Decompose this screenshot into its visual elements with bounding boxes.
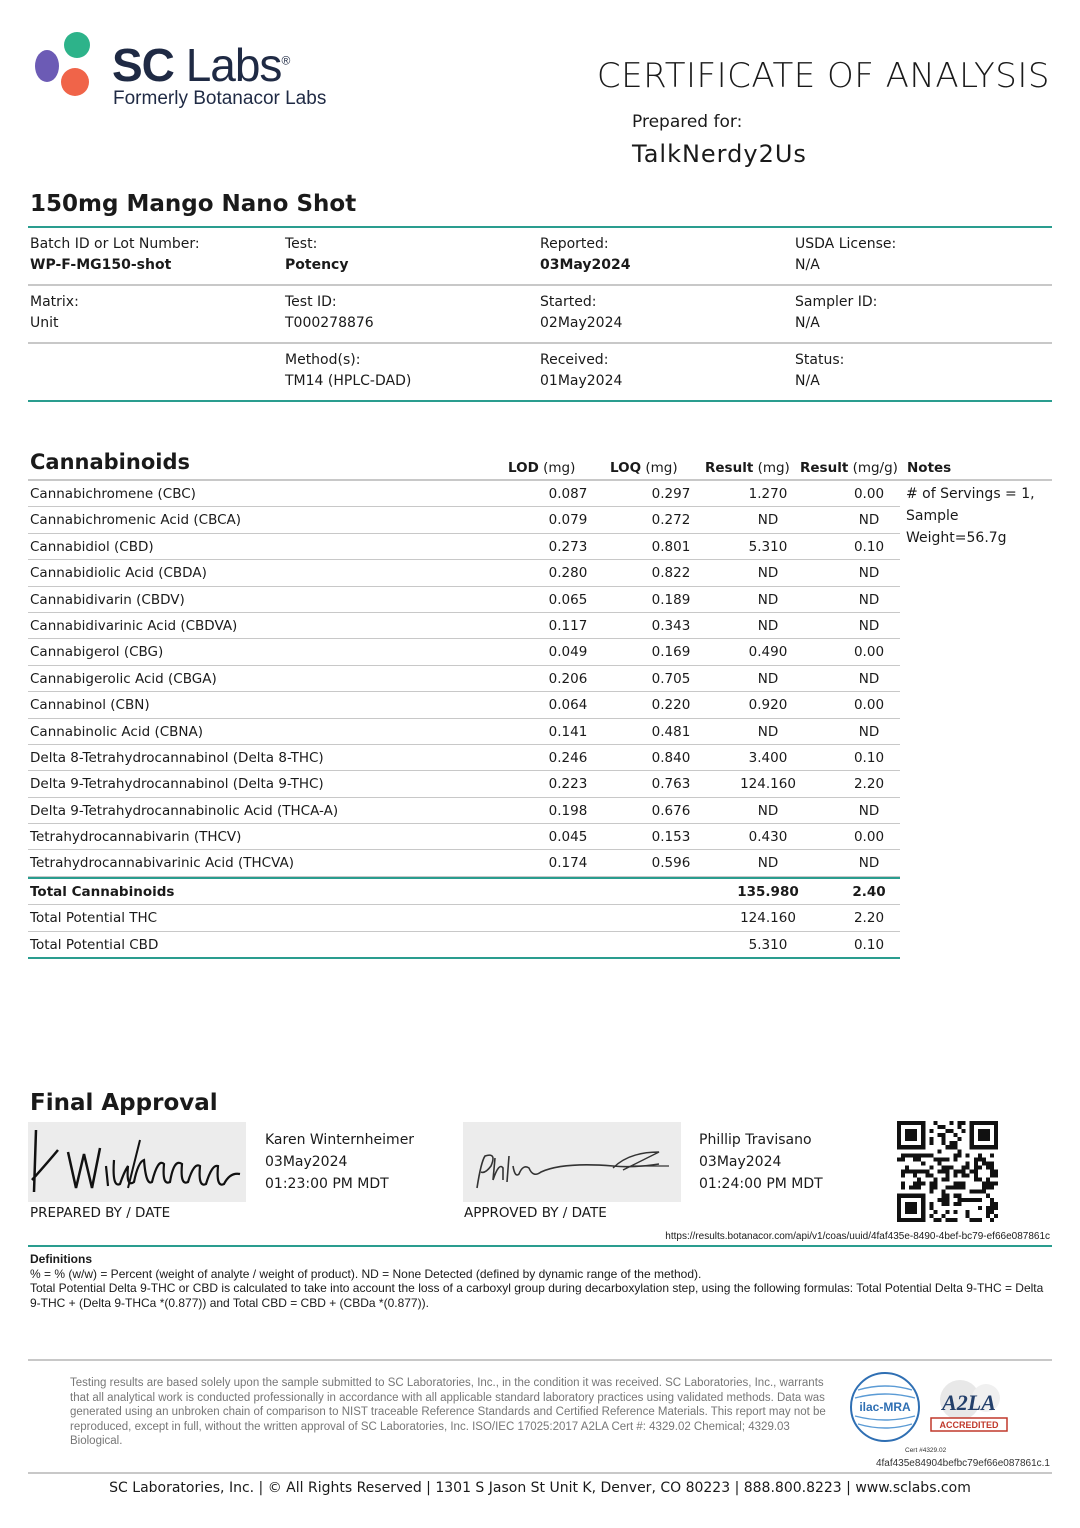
received-cell: [540, 352, 622, 389]
approved-signature-image: [463, 1122, 681, 1202]
usda-cell: [795, 236, 896, 273]
result-mg-value: ND: [757, 670, 779, 687]
total-mg-value: 124.160: [740, 910, 796, 927]
col-lod: [508, 460, 575, 476]
result-mgg-value: 0.00: [853, 486, 885, 502]
analyte-name: Cannabinol (CBN): [30, 697, 150, 714]
result-mgg-value: 0.00: [853, 829, 885, 846]
registered-mark: ®: [281, 53, 290, 68]
result-mg-value: ND: [757, 723, 779, 740]
cannabinoid-row: [28, 613, 900, 639]
definitions-block: [30, 1252, 1050, 1310]
analyte-name: Tetrahydrocannabivarinic Acid (THCVA): [30, 855, 294, 872]
analyte-name: Cannabinolic Acid (CBNA): [30, 723, 204, 740]
loq-value: 0.596: [651, 855, 691, 872]
matrix-label: Matrix:: [30, 294, 79, 310]
lod-value: 0.174: [548, 855, 588, 872]
method-value: TM14 (HPLC-DAD): [285, 373, 412, 389]
cannabinoid-row: [28, 824, 900, 850]
loq-value: 0.220: [651, 697, 691, 714]
result-mgg-value: 0.10: [853, 749, 885, 766]
test-label: Test:: [285, 236, 318, 252]
result-mg-value: 5.310: [748, 538, 788, 555]
result-mg-value: ND: [757, 512, 779, 529]
sc-labs-logo-mark: [30, 30, 100, 100]
disclaimer-text: Testing results are based solely upon the sample submitted to SC Laboratories, Inc., in the condition it was received. SC Laboratories, Inc., warrants that all analytical work is conducted professionally in accordance with all applicable standard laboratory practices using validated methods. Data was generated using an unbroken chain of comparison to NIST traceable Reference Standards and Certified Reference Materials. This report may not be reproduced, except in full, without the written approval of SC Laboratories, Inc. ISO/IEC 17025:2017 A2LA Cert #: 4329.02 Chemical; 4329.03 Biological.: [70, 1377, 826, 1447]
received-value: 01May2024: [540, 373, 623, 389]
notes-text: # of Servings = 1, Sample Weight=56.7g: [906, 486, 1035, 546]
total-row: [28, 877, 900, 905]
cannabinoid-rows: [28, 481, 900, 959]
status-value: N/A: [795, 373, 820, 389]
col-result-mg-unit: (mg): [753, 460, 790, 476]
cannabinoid-row: [28, 692, 900, 718]
definitions-divider: [28, 1245, 1052, 1247]
lod-value: 0.273: [548, 538, 588, 555]
info-bottom-divider: [28, 400, 1052, 402]
definitions-title: Definitions: [30, 1252, 92, 1266]
batch-label: Batch ID or Lot Number:: [30, 236, 200, 252]
matrix-cell: [30, 294, 79, 331]
loq-value: 0.153: [651, 829, 691, 846]
method-cell: [285, 352, 411, 389]
analyte-name: Cannabigerol (CBG): [30, 644, 164, 661]
definitions-line-1: % = % (w/w) = Percent (weight of analyte / weight of product). ND = None Detected (defined by dynamic range of the method).: [30, 1266, 702, 1281]
cannabinoid-row: [28, 850, 900, 876]
lod-value: 0.223: [548, 776, 588, 793]
result-mgg-value: ND: [858, 670, 880, 687]
total-mgg-value: 2.40: [852, 883, 886, 900]
result-mgg-value: 0.00: [853, 697, 885, 714]
reported-value: 03May2024: [540, 257, 631, 273]
analyte-name: Cannabidiol (CBD): [30, 538, 154, 555]
client-name: TalkNerdy2Us: [632, 140, 807, 168]
result-mgg-value: 2.20: [853, 776, 885, 793]
usda-label: USDA License:: [795, 236, 897, 252]
result-mg-value: 124.160: [740, 776, 796, 793]
reported-cell: [540, 236, 631, 273]
usda-value: N/A: [795, 257, 820, 273]
prepared-time: 01:23:00 PM MDT: [265, 1176, 389, 1192]
result-mgg-value: ND: [858, 617, 880, 634]
result-mgg-value: ND: [858, 565, 880, 582]
result-mgg-value: ND: [858, 855, 880, 872]
analyte-name: Cannabichromene (CBC): [30, 486, 196, 502]
result-mg-value: 1.270: [748, 486, 788, 502]
loq-value: 0.840: [651, 749, 691, 766]
info-divider-2: [28, 342, 1052, 344]
col-loq-label: LOQ: [610, 460, 642, 476]
total-mgg-value: 2.20: [853, 910, 885, 927]
sampler-cell: [795, 294, 877, 331]
a2la-accredited-logo-icon: [928, 1376, 1010, 1438]
cannabinoids-heading: Cannabinoids: [30, 450, 190, 474]
prepared-for-label: Prepared for:: [632, 112, 743, 132]
result-mgg-value: 0.00: [853, 644, 885, 661]
loq-value: 0.272: [651, 512, 691, 529]
lod-value: 0.198: [548, 802, 588, 819]
sampler-value: N/A: [795, 315, 820, 331]
col-loq: [610, 460, 678, 476]
started-label: Started:: [540, 294, 597, 310]
lod-value: 0.246: [548, 749, 588, 766]
status-label: Status:: [795, 352, 845, 368]
col-result-mg: [705, 460, 790, 476]
loq-value: 0.676: [651, 802, 691, 819]
lod-value: 0.141: [548, 723, 588, 740]
qr-code-icon[interactable]: [897, 1121, 998, 1222]
total-row: [28, 905, 900, 931]
lod-value: 0.280: [548, 565, 588, 582]
brand-subtitle: Formerly Botanacor Labs: [113, 88, 327, 109]
testid-label: Test ID:: [285, 294, 337, 310]
analyte-name: Delta 8-Tetrahydrocannabinol (Delta 8-THC): [30, 749, 324, 766]
cannabinoid-row: [28, 587, 900, 613]
received-label: Received:: [540, 352, 609, 368]
approved-date: 03May2024: [699, 1154, 782, 1170]
cannabinoid-row: [28, 534, 900, 560]
approved-time: 01:24:00 PM MDT: [699, 1176, 823, 1192]
analyte-name: Cannabidivarinic Acid (CBDVA): [30, 617, 238, 634]
cannabinoid-row: [28, 481, 900, 507]
result-mgg-value: 0.10: [853, 538, 885, 555]
loq-value: 0.822: [651, 565, 691, 582]
total-name: Total Cannabinoids: [30, 883, 175, 900]
accredited-text: ACCREDITED: [939, 1420, 999, 1430]
lod-value: 0.045: [548, 829, 588, 846]
total-name: Total Potential THC: [30, 910, 158, 927]
analyte-name: Delta 9-Tetrahydrocannabinol (Delta 9-THC): [30, 776, 324, 793]
brand-name: [112, 38, 289, 92]
product-divider: [28, 226, 1052, 228]
lod-value: 0.064: [548, 697, 588, 714]
total-mgg-value: 0.10: [853, 936, 885, 953]
analyte-name: Cannabidiolic Acid (CBDA): [30, 565, 207, 582]
col-lod-label: LOD: [508, 460, 539, 476]
total-name: Total Potential CBD: [30, 936, 159, 953]
product-title: 150mg Mango Nano Shot: [30, 191, 357, 217]
col-notes-label: Notes: [907, 460, 952, 476]
ilac-mra-logo-icon: [848, 1370, 922, 1444]
result-mgg-value: ND: [858, 723, 880, 740]
result-mg-value: ND: [757, 855, 779, 872]
loq-value: 0.189: [651, 591, 691, 608]
lod-value: 0.087: [548, 486, 588, 502]
lod-value: 0.065: [548, 591, 588, 608]
loq-value: 0.297: [651, 486, 691, 502]
test-cell: [285, 236, 348, 273]
result-mg-value: ND: [757, 802, 779, 819]
analyte-name: Delta 9-Tetrahydrocannabinolic Acid (THCA-A): [30, 802, 339, 819]
lod-value: 0.049: [548, 644, 588, 661]
result-mg-value: ND: [757, 617, 779, 634]
cannabinoid-row: [28, 639, 900, 665]
footer-text: SC Laboratories, Inc. | © All Rights Reserved | 1301 S Jason St Unit K, Denver, CO 80223 | 888.800.8223 | www.sclabs.com: [109, 1480, 971, 1496]
brand-labs: Labs: [185, 39, 282, 91]
reported-label: Reported:: [540, 236, 609, 252]
result-mg-value: ND: [757, 565, 779, 582]
result-mgg-value: ND: [858, 591, 880, 608]
batch-value: WP-F-MG150-shot: [30, 257, 172, 273]
col-result-mgg-unit: (mg/g): [848, 460, 898, 476]
analyte-name: Cannabichromenic Acid (CBCA): [30, 512, 242, 529]
final-approval-heading: Final Approval: [30, 1090, 218, 1116]
result-mg-value: 3.400: [748, 749, 788, 766]
a2la-text: A2LA: [942, 1390, 996, 1415]
cannabinoid-row: [28, 507, 900, 533]
footer-divider: [28, 1472, 1052, 1474]
loq-value: 0.169: [651, 644, 691, 661]
prepared-signature-image: [28, 1122, 246, 1202]
lod-value: 0.206: [548, 670, 588, 687]
lod-value: 0.079: [548, 512, 588, 529]
result-mgg-value: ND: [858, 802, 880, 819]
cannabinoid-row: [28, 560, 900, 586]
disclaimer-top-divider: [28, 1359, 1052, 1361]
certificate-hash: 4faf435e84904befbc79ef66e087861c.1: [875, 1458, 1050, 1469]
prepared-caption: PREPARED BY / DATE: [30, 1205, 171, 1221]
col-loq-unit: (mg): [641, 460, 678, 476]
result-mg-value: 0.490: [748, 644, 788, 661]
analyte-name: Cannabigerolic Acid (CBGA): [30, 670, 217, 687]
started-value: 02May2024: [540, 315, 623, 331]
started-cell: [540, 294, 622, 331]
analyte-name: Tetrahydrocannabivarin (THCV): [30, 829, 242, 846]
info-divider-1: [28, 284, 1052, 286]
col-notes: [907, 460, 951, 476]
sampler-label: Sampler ID:: [795, 294, 878, 310]
loq-value: 0.763: [651, 776, 691, 793]
testid-cell: [285, 294, 374, 331]
loq-value: 0.481: [651, 723, 691, 740]
cannabinoid-row: [28, 771, 900, 797]
test-value: Potency: [285, 257, 349, 273]
total-mg-value: 5.310: [748, 936, 788, 953]
batch-cell: [30, 236, 200, 273]
loq-value: 0.801: [651, 538, 691, 555]
brand-sc: SC: [112, 39, 174, 91]
col-lod-unit: (mg): [538, 460, 576, 476]
analyte-name: Cannabidivarin (CBDV): [30, 591, 185, 608]
cannabinoid-row: [28, 798, 900, 824]
testid-value: T000278876: [285, 315, 374, 331]
matrix-value: Unit: [30, 315, 59, 331]
cannabinoid-row: [28, 745, 900, 771]
prepared-info: [265, 1129, 414, 1195]
result-mg-value: 0.920: [748, 697, 788, 714]
col-result-mgg-label: Result: [800, 460, 849, 476]
ilac-text: ilac-MRA: [859, 1400, 911, 1414]
definitions-line-2: Total Potential Delta 9-THC or CBD is calculated to take into account the loss of a carboxyl group during decarboxylation step, using the following formulas: Total Potential Delta 9-THC = Delta 9-THC + (Delta 9-THCa *(0.877)) and Total CBD = CBD + (CBDa *(0.877)).: [30, 1281, 1044, 1310]
method-label: Method(s):: [285, 352, 361, 368]
result-mg-value: 0.430: [748, 829, 788, 846]
result-mg-value: ND: [757, 591, 779, 608]
approved-name: Phillip Travisano: [699, 1132, 812, 1148]
col-result-mg-label: Result: [705, 460, 754, 476]
total-row: [28, 932, 900, 959]
certificate-title: CERTIFICATE OF ANALYSIS: [596, 56, 1050, 96]
cannabinoid-row: [28, 666, 900, 692]
approved-caption: APPROVED BY / DATE: [464, 1205, 607, 1221]
prepared-name: Karen Winternheimer: [265, 1132, 415, 1148]
loq-value: 0.343: [651, 617, 691, 634]
results-url-link[interactable]: https://results.botanacor.com/api/v1/coas/uuid/4faf435e-8490-4bef-bc79-ef66e087861c: [665, 1231, 1050, 1242]
approved-info: [699, 1129, 823, 1195]
lod-value: 0.117: [548, 617, 588, 634]
cannabinoid-row: [28, 719, 900, 745]
col-result-mgg: [800, 460, 898, 476]
result-mgg-value: ND: [858, 512, 880, 529]
total-mg-value: 135.980: [737, 883, 799, 900]
status-cell: [795, 352, 844, 389]
cert-number: Cert #4329.02: [905, 1447, 947, 1454]
loq-value: 0.705: [651, 670, 691, 687]
prepared-date: 03May2024: [265, 1154, 348, 1170]
